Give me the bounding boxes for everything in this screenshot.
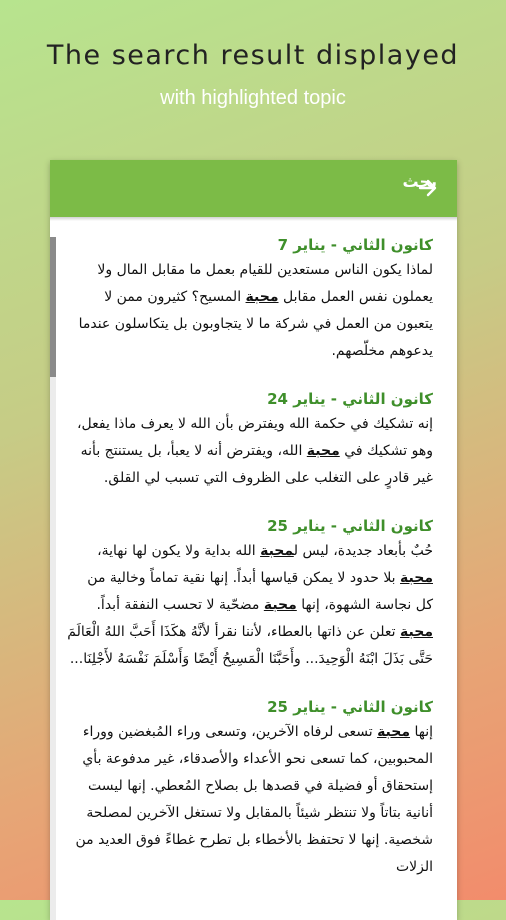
highlighted-term: محبة bbox=[245, 289, 279, 305]
result-text: لماذا يكون الناس مستعدين للقيام بعمل ما مقابل المال ولا يعملون نفس العمل مقابل محبة المسيح؟ كثيرون ممن لا يتعبون من العمل في شركة ما لا يتجاوبون بل يتكاسلون عندما يدعوهم مخلّصهم. bbox=[78, 262, 433, 359]
scrollbar-track[interactable] bbox=[50, 377, 56, 920]
result-text: حُبٌ بأبعاد جديدة، ليس لمحبة الله بداية ولا يكون لها نهاية، محبة بلا حدود لا يمكن قياسها أبداً. إنها نقية تماماً وخالية من كل نجاسة الشهوة، إنها محبة مضحّية لا تحسب النفقة أبداً. محبة تعلن عن ذاتها بالعطاء، لأننا نقرأ لأنَّهُ هكَذَا أَحَبَّ اللهُ الْعَالَمَ حَتَّى بَذَلَ ابْنَهُ الْوَحِيدَ... وأَحَبَّنَا الْمَسِيحُ أَيْضًا وَأَسْلَمَ نَفْسَهُ لأَجْلِنَا... bbox=[67, 543, 433, 667]
scrollbar-thumb[interactable] bbox=[50, 237, 56, 377]
highlighted-term: محبة bbox=[263, 597, 297, 613]
highlighted-term: محبة bbox=[260, 543, 294, 559]
result-entry[interactable] bbox=[66, 233, 433, 365]
highlighted-term: محبة bbox=[400, 624, 433, 640]
app-bar bbox=[50, 160, 457, 217]
phone-screen bbox=[50, 160, 457, 920]
highlighted-term: محبة bbox=[306, 443, 340, 459]
result-text: إنها محبة تسعى لرفاه الآخرين، وتسعى وراء المُبغضين ووراء المحبوبين، كما تسعى نحو الأعداء والأصدقاء، غير مدفوعة بأي إستحقاق أو فضيلة في قصدها بل بصلاح المُعطي. إنها ليست أنانية بتاتاً ولا تنتظر شيئاً بالمقابل ولا تستغل الآخرين لمصلحة شخصية. إنها لا تحتفظ بالأخطاء بل تطرح غطاءً فوق العديد من الزلات bbox=[75, 724, 433, 875]
result-date: كانون الثاني - يناير 25 bbox=[267, 517, 433, 535]
app-bar-shadow bbox=[50, 217, 457, 221]
results-list bbox=[50, 233, 457, 881]
result-entry[interactable] bbox=[66, 514, 433, 673]
arrow-icon[interactable] bbox=[416, 176, 440, 200]
result-entry[interactable] bbox=[66, 387, 433, 492]
highlighted-term: محبة bbox=[377, 724, 411, 740]
result-date: كانون الثاني - يناير 25 bbox=[267, 698, 433, 716]
promo-subtitle: with highlighted topic bbox=[160, 87, 346, 109]
result-date: كانون الثاني - يناير 7 bbox=[277, 236, 433, 254]
result-text: إنه تشكيك في حكمة الله ويفترض بأن الله لا يعرف ماذا يفعل، وهو تشكيك في محبة الله، ويفترض أنه لا يعبأ، بل يستنتج بأنه غير قادرٍ على التغلب على الظروف التي تسبب لي القلق. bbox=[77, 416, 433, 486]
result-date: كانون الثاني - يناير 24 bbox=[267, 390, 433, 408]
result-entry[interactable] bbox=[66, 695, 433, 881]
highlighted-term: محبة bbox=[400, 570, 433, 586]
results-scroll-area[interactable] bbox=[50, 233, 457, 920]
promo-title: The search result displayed bbox=[46, 40, 460, 71]
app-bar-title: بحث bbox=[402, 172, 437, 191]
